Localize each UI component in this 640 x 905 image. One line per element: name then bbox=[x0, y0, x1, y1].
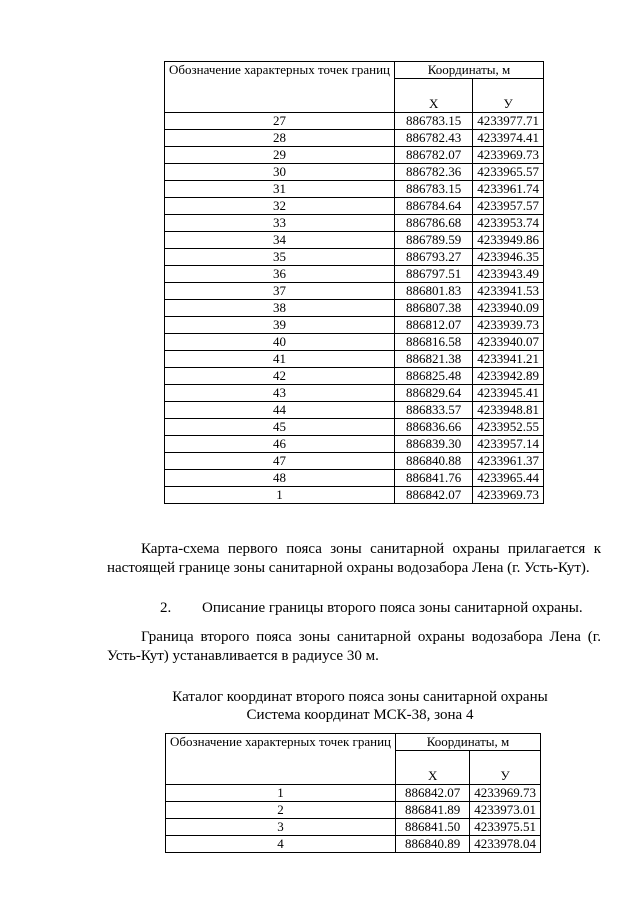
coord-x: 886833.57 bbox=[395, 402, 473, 419]
point-number: 1 bbox=[166, 785, 396, 802]
header-x: Х bbox=[395, 79, 473, 113]
coord-x: 886801.83 bbox=[395, 283, 473, 300]
header-coordinates: Координаты, м bbox=[396, 734, 541, 751]
coord-x: 886783.15 bbox=[395, 181, 473, 198]
header-designation: Обозначение характерных точек границ bbox=[166, 734, 396, 785]
point-number: 36 bbox=[165, 266, 395, 283]
coordinates-table-first-belt bbox=[164, 61, 544, 504]
coord-x: 886807.38 bbox=[395, 300, 473, 317]
point-number: 2 bbox=[166, 802, 396, 819]
coord-y: 4233939.73 bbox=[473, 317, 544, 334]
coord-x: 886793.27 bbox=[395, 249, 473, 266]
point-number: 1 bbox=[165, 487, 395, 504]
point-number: 33 bbox=[165, 215, 395, 232]
table-row bbox=[165, 283, 544, 300]
coord-y: 4233969.73 bbox=[473, 147, 544, 164]
coord-x: 886841.89 bbox=[396, 802, 470, 819]
coord-x: 886842.07 bbox=[395, 487, 473, 504]
coord-y: 4233965.44 bbox=[473, 470, 544, 487]
table-row bbox=[165, 453, 544, 470]
table-row bbox=[165, 419, 544, 436]
table-row bbox=[166, 785, 541, 802]
table-row bbox=[165, 402, 544, 419]
table-row bbox=[165, 351, 544, 368]
table-row bbox=[165, 113, 544, 130]
coord-x: 886839.30 bbox=[395, 436, 473, 453]
point-number: 39 bbox=[165, 317, 395, 334]
point-number: 3 bbox=[166, 819, 396, 836]
table-row bbox=[166, 836, 541, 853]
point-number: 45 bbox=[165, 419, 395, 436]
catalog-caption bbox=[160, 688, 560, 724]
point-number: 28 bbox=[165, 130, 395, 147]
caption-line-2: Система координат МСК-38, зона 4 bbox=[246, 707, 474, 723]
table-row bbox=[165, 181, 544, 198]
coord-x: 886797.51 bbox=[395, 266, 473, 283]
coordinates-table-second-belt bbox=[165, 733, 541, 853]
coord-y: 4233948.81 bbox=[473, 402, 544, 419]
coord-x: 886783.15 bbox=[395, 113, 473, 130]
point-number: 47 bbox=[165, 453, 395, 470]
table-row bbox=[166, 819, 541, 836]
header-x: Х bbox=[396, 751, 470, 785]
table-row bbox=[165, 266, 544, 283]
table-row bbox=[165, 249, 544, 266]
coord-y: 4233949.86 bbox=[473, 232, 544, 249]
point-number: 30 bbox=[165, 164, 395, 181]
coord-y: 4233973.01 bbox=[470, 802, 541, 819]
coord-y: 4233946.35 bbox=[473, 249, 544, 266]
coord-y: 4233977.71 bbox=[473, 113, 544, 130]
coord-x: 886841.50 bbox=[396, 819, 470, 836]
coord-y: 4233952.55 bbox=[473, 419, 544, 436]
table-row bbox=[165, 130, 544, 147]
point-number: 35 bbox=[165, 249, 395, 266]
point-number: 44 bbox=[165, 402, 395, 419]
section-2-heading bbox=[160, 600, 583, 617]
coord-x: 886842.07 bbox=[396, 785, 470, 802]
point-number: 29 bbox=[165, 147, 395, 164]
coord-x: 886829.64 bbox=[395, 385, 473, 402]
point-number: 31 bbox=[165, 181, 395, 198]
coord-y: 4233940.09 bbox=[473, 300, 544, 317]
coord-y: 4233978.04 bbox=[470, 836, 541, 853]
coord-y: 4233941.53 bbox=[473, 283, 544, 300]
point-number: 4 bbox=[166, 836, 396, 853]
coord-y: 4233969.73 bbox=[470, 785, 541, 802]
table-row bbox=[165, 334, 544, 351]
section-number: 2. bbox=[160, 600, 172, 616]
coord-y: 4233945.41 bbox=[473, 385, 544, 402]
coord-y: 4233961.74 bbox=[473, 181, 544, 198]
coord-x: 886789.59 bbox=[395, 232, 473, 249]
coord-x: 886782.07 bbox=[395, 147, 473, 164]
coord-x: 886782.43 bbox=[395, 130, 473, 147]
table-row bbox=[165, 317, 544, 334]
point-number: 27 bbox=[165, 113, 395, 130]
point-number: 40 bbox=[165, 334, 395, 351]
point-number: 48 bbox=[165, 470, 395, 487]
coord-x: 886784.64 bbox=[395, 198, 473, 215]
point-number: 32 bbox=[165, 198, 395, 215]
coord-x: 886840.88 bbox=[395, 453, 473, 470]
header-designation: Обозначение характерных точек границ bbox=[165, 62, 395, 113]
table-header-row bbox=[166, 734, 541, 751]
coord-y: 4233975.51 bbox=[470, 819, 541, 836]
coord-y: 4233941.21 bbox=[473, 351, 544, 368]
coord-y: 4233957.57 bbox=[473, 198, 544, 215]
table-row bbox=[165, 300, 544, 317]
coord-x: 886782.36 bbox=[395, 164, 473, 181]
coord-x: 886825.48 bbox=[395, 368, 473, 385]
coord-x: 886840.89 bbox=[396, 836, 470, 853]
coord-x: 886816.58 bbox=[395, 334, 473, 351]
coord-x: 886812.07 bbox=[395, 317, 473, 334]
header-y: У bbox=[470, 751, 541, 785]
coord-y: 4233943.49 bbox=[473, 266, 544, 283]
table-row bbox=[165, 198, 544, 215]
coord-y: 4233953.74 bbox=[473, 215, 544, 232]
coord-x: 886786.68 bbox=[395, 215, 473, 232]
coord-y: 4233961.37 bbox=[473, 453, 544, 470]
table-row bbox=[165, 487, 544, 504]
paragraph-second-belt: Граница второго пояса зоны санитарной охраны водозабора Лена (г. Усть-Кут) устанавливается в радиусе 30 м. bbox=[107, 629, 601, 664]
coord-y: 4233965.57 bbox=[473, 164, 544, 181]
point-number: 46 bbox=[165, 436, 395, 453]
coord-y: 4233957.14 bbox=[473, 436, 544, 453]
coord-x: 886841.76 bbox=[395, 470, 473, 487]
table-row bbox=[165, 368, 544, 385]
table-row bbox=[165, 385, 544, 402]
caption-line-1: Каталог координат второго пояса зоны санитарной охраны bbox=[172, 689, 548, 705]
header-coordinates: Координаты, м bbox=[395, 62, 544, 79]
coord-y: 4233940.07 bbox=[473, 334, 544, 351]
table-row bbox=[165, 232, 544, 249]
coord-y: 4233942.89 bbox=[473, 368, 544, 385]
coord-y: 4233974.41 bbox=[473, 130, 544, 147]
point-number: 37 bbox=[165, 283, 395, 300]
table-row bbox=[165, 164, 544, 181]
section-title: Описание границы второго пояса зоны санитарной охраны. bbox=[202, 600, 583, 616]
coord-x: 886821.38 bbox=[395, 351, 473, 368]
point-number: 34 bbox=[165, 232, 395, 249]
table-row bbox=[165, 470, 544, 487]
table-row bbox=[165, 215, 544, 232]
point-number: 42 bbox=[165, 368, 395, 385]
point-number: 43 bbox=[165, 385, 395, 402]
point-number: 41 bbox=[165, 351, 395, 368]
paragraph-map-scheme: Карта-схема первого пояса зоны санитарной охраны прилагается к настоящей границе зоны санитарной охраны водозабора Лена (г. Усть-Кут). bbox=[107, 541, 601, 576]
table-row bbox=[165, 147, 544, 164]
table-row bbox=[166, 802, 541, 819]
coord-x: 886836.66 bbox=[395, 419, 473, 436]
table-header-row bbox=[165, 62, 544, 79]
point-number: 38 bbox=[165, 300, 395, 317]
coord-y: 4233969.73 bbox=[473, 487, 544, 504]
table-row bbox=[165, 436, 544, 453]
header-y: У bbox=[473, 79, 544, 113]
